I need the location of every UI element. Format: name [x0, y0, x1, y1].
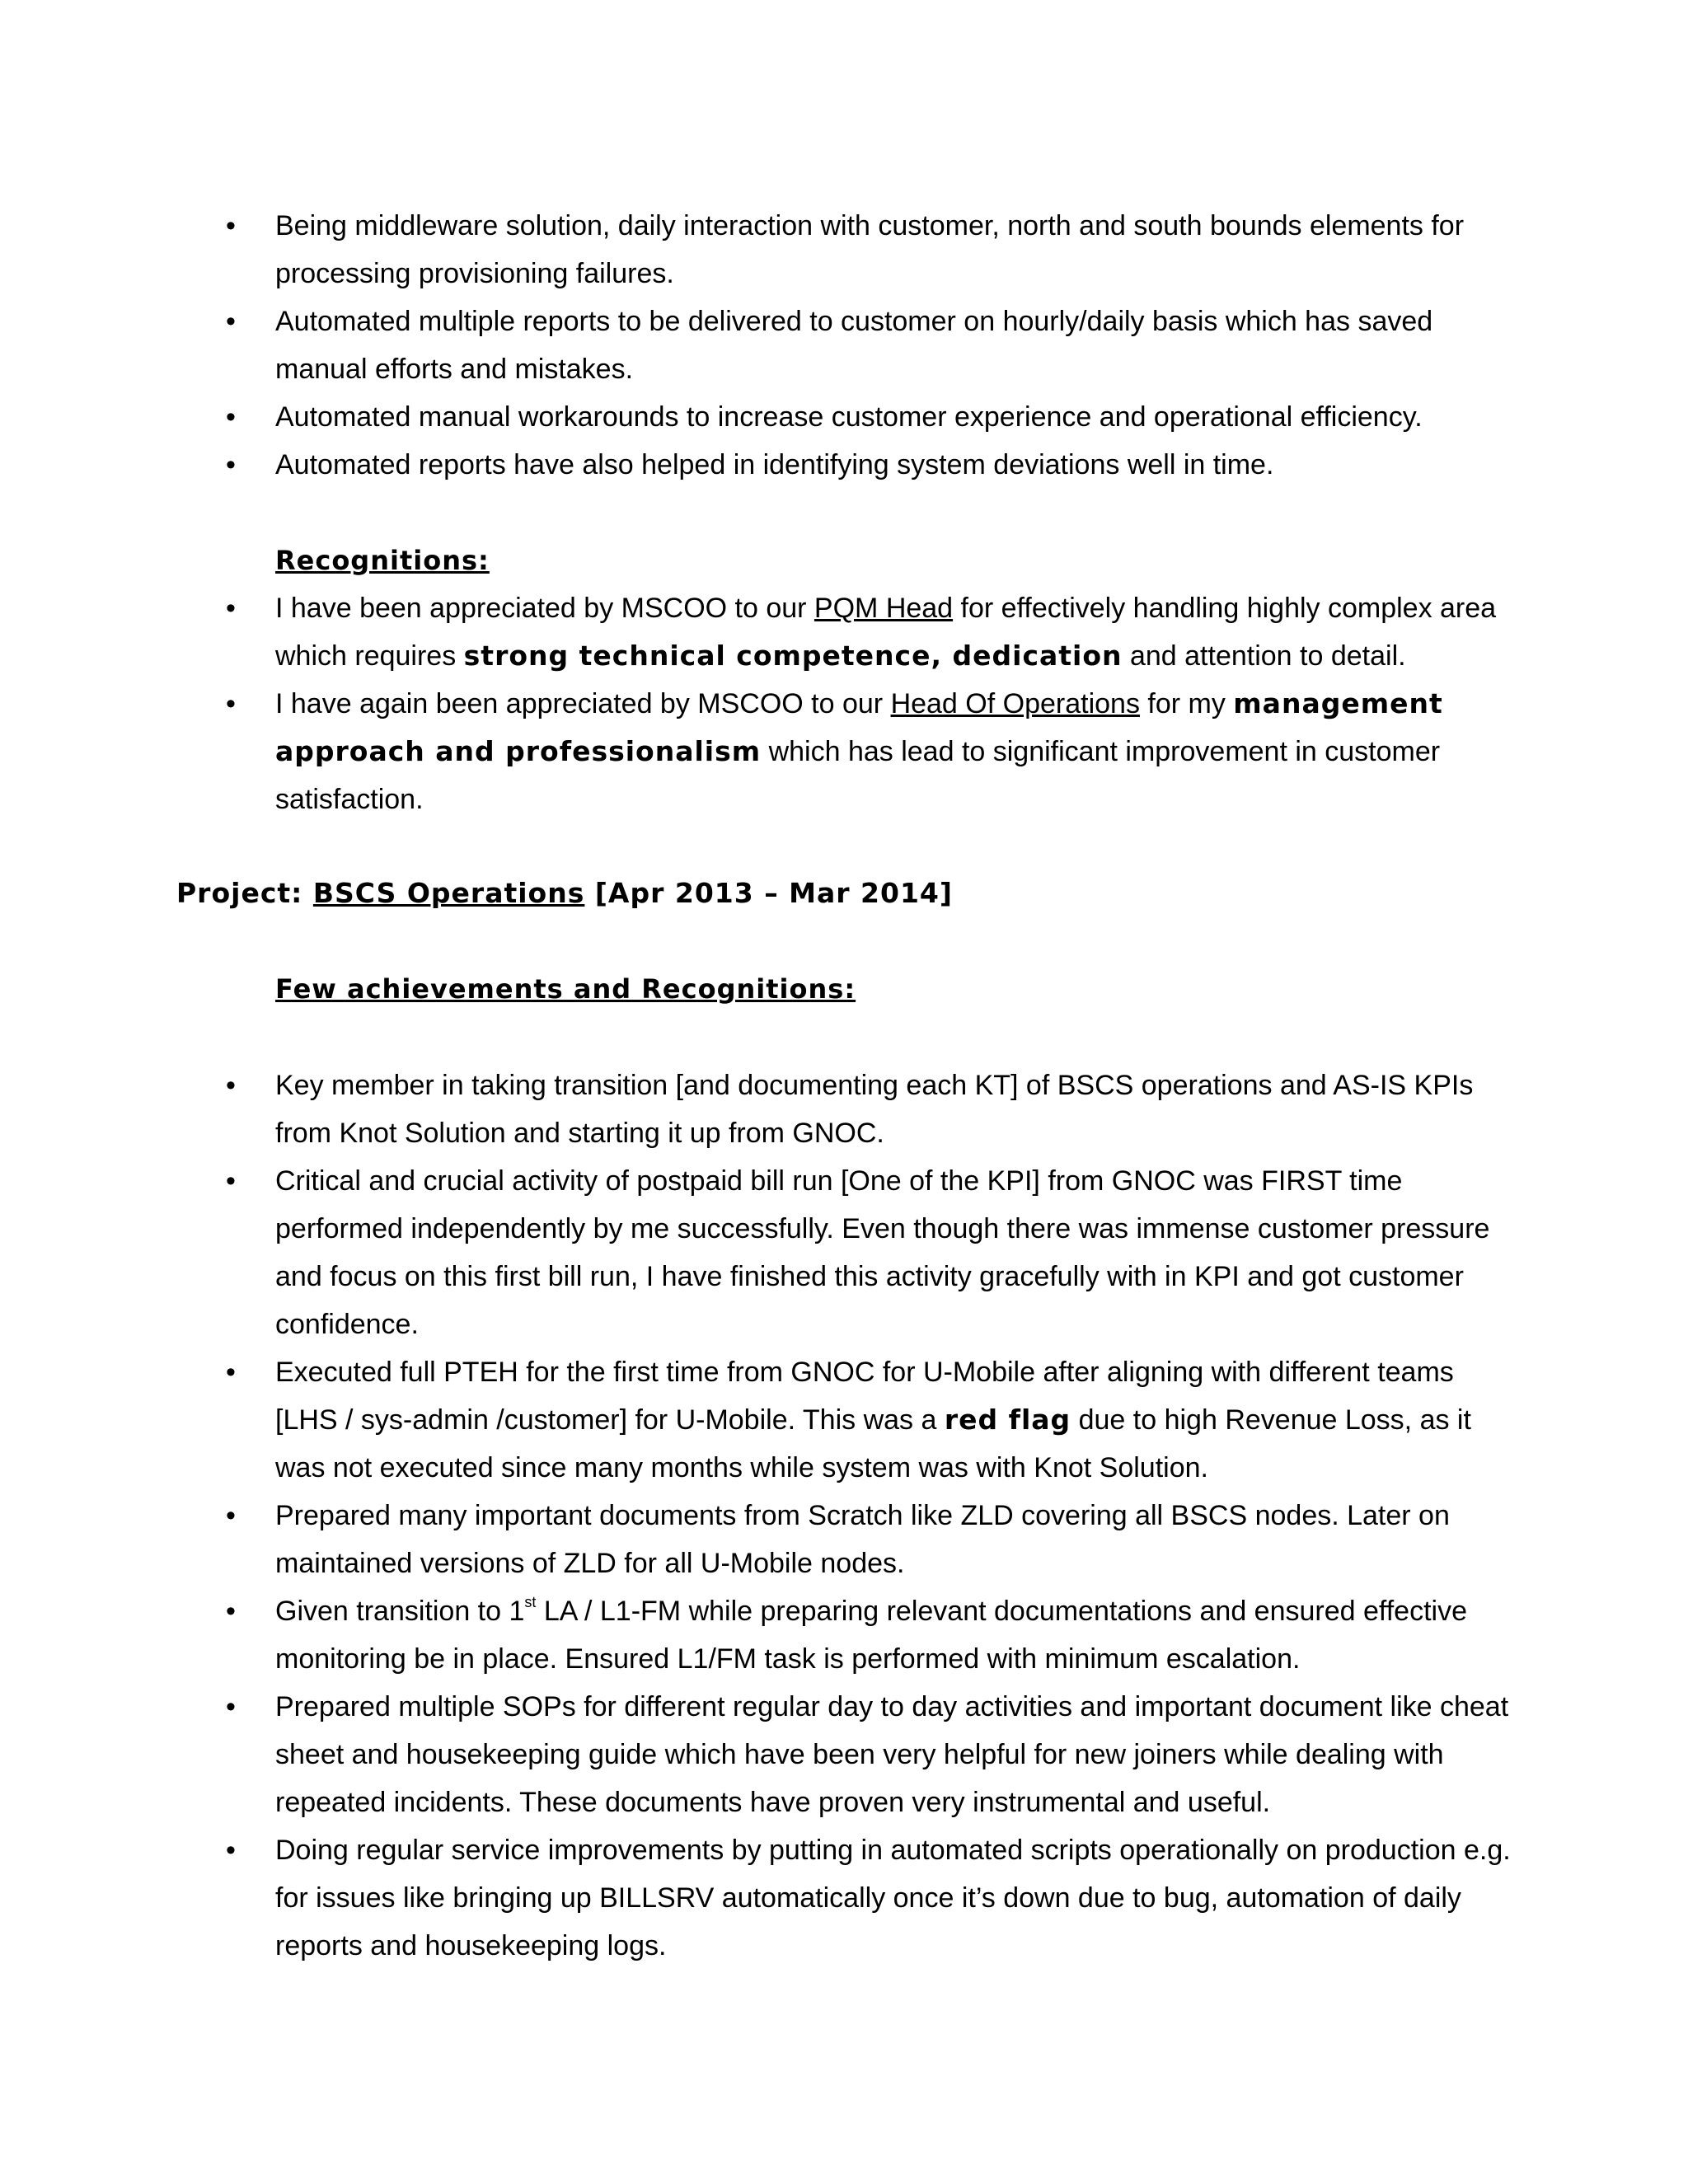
recognitions-heading: Recognitions: — [275, 545, 490, 576]
list-item — [0, 298, 1512, 393]
bullet-text: Given transition to 1 — [275, 1596, 525, 1627]
bullet-text: Doing regular service improvements by putting in automated scripts operationally on production e.g. for issues like bringing up BILLSRV automatically once it’s down due to bug, automation of daily reports and housekeeping logs. — [275, 1835, 1511, 1961]
recognition-text: I have again been appreciated by MSCOO to our — [275, 688, 891, 719]
recognition-text: for effectively handling highly complex area which requires — [275, 593, 1497, 672]
bullet-icon: • — [226, 401, 236, 433]
bullet-text: Key member in taking transition [and documenting each KT] of BSCS operations and AS-IS KPIs from Knot Solution and starting it up from GNOC. — [275, 1070, 1474, 1149]
bullet-icon: • — [226, 1500, 236, 1531]
red-flag-emphasis: red flag — [944, 1404, 1071, 1436]
list-item — [0, 1683, 1512, 1826]
list-item — [0, 202, 1512, 298]
recognition-emphasis: strong technical competence, dedication — [463, 640, 1123, 672]
list-item — [0, 680, 1512, 823]
list-item — [0, 1826, 1512, 1970]
list-item — [0, 1062, 1512, 1157]
project-dates: [Apr 2013 – Mar 2014] — [584, 877, 953, 909]
recognition-text: and attention to detail. — [1122, 640, 1406, 672]
project-title — [176, 869, 953, 917]
ordinal-superscript: st — [524, 1593, 537, 1610]
bullet-icon: • — [226, 688, 236, 719]
bullet-icon: • — [226, 1691, 236, 1722]
bullet-icon: • — [226, 449, 236, 480]
bullet-icon: • — [226, 1165, 236, 1197]
bullet-text: LA / L1-FM while preparing relevant documentations and ensured effective monitoring be in place. Ensured L1/FM task is performed with minimum escalation. — [275, 1596, 1467, 1675]
bullet-icon: • — [226, 1070, 236, 1101]
bullet-text: Prepared multiple SOPs for different regular day to day activities and important document like cheat sheet and housekeeping guide which have been very helpful for new joiners while dealing with repeated incidents. These documents have proven very instrumental and useful. — [275, 1691, 1509, 1818]
bullet-icon: • — [226, 1596, 236, 1627]
bullet-icon: • — [226, 593, 236, 624]
section1-bullet-list — [0, 202, 1688, 489]
list-item — [0, 1492, 1512, 1587]
bullet-icon: • — [226, 306, 236, 337]
bullet-text: Prepared many important documents from Scratch like ZLD covering all BSCS nodes. Later on maintained versions of ZLD for all U-Mobile nodes. — [275, 1500, 1450, 1579]
list-item — [0, 393, 1512, 441]
list-item — [0, 584, 1512, 680]
bullet-text: Executed full PTEH for the first time from GNOC for U-Mobile after aligning with different teams [LHS / sys-admin /customer] for U-Mobile. This was a — [275, 1357, 1454, 1436]
bullet-icon: • — [226, 1357, 236, 1388]
project-prefix: Project: — [176, 877, 313, 909]
list-item — [0, 1587, 1512, 1683]
pqm-head-link: PQM Head — [814, 593, 954, 624]
bullet-text: Automated reports have also helped in identifying system deviations well in time. — [275, 449, 1274, 480]
recognition-text: I have been appreciated by MSCOO to our — [275, 593, 814, 624]
project-name: BSCS Operations — [312, 877, 585, 909]
head-of-operations-link: Head Of Operations — [890, 688, 1140, 719]
bullet-icon: • — [226, 1835, 236, 1866]
achievements-heading: Few achievements and Recognitions: — [275, 973, 856, 1005]
list-item — [0, 1348, 1512, 1492]
recognition-emphasis: management approach and professionalism — [275, 687, 1443, 767]
bullet-text: Automated multiple reports to be delivered to customer on hourly/daily basis which has saved manual efforts and mistakes. — [275, 306, 1433, 385]
bullet-icon: • — [226, 210, 236, 241]
recognitions-bullet-list — [0, 584, 1688, 823]
recognition-text: for my — [1139, 688, 1234, 719]
bullet-text: Critical and crucial activity of postpaid bill run [One of the KPI] from GNOC was FIRST time performed independently by me successfully. Even though there was immense customer pressure and focus on this first bill run, I have finished this activity gracefully with in KPI and got customer confidence. — [275, 1165, 1490, 1340]
bullet-text: Automated manual workarounds to increase customer experience and operational efficiency. — [275, 401, 1423, 433]
bullet-text: due to high Revenue Loss, as it was not executed since many months while system was with Knot Solution. — [275, 1404, 1471, 1483]
achievements-bullet-list — [0, 1062, 1688, 1970]
list-item — [0, 1157, 1512, 1348]
list-item — [0, 441, 1512, 489]
bullet-text: Being middleware solution, daily interaction with customer, north and south bounds elements for processing provisioning failures. — [275, 210, 1465, 289]
recognition-text: which has lead to significant improvement in customer satisfaction. — [275, 736, 1441, 815]
